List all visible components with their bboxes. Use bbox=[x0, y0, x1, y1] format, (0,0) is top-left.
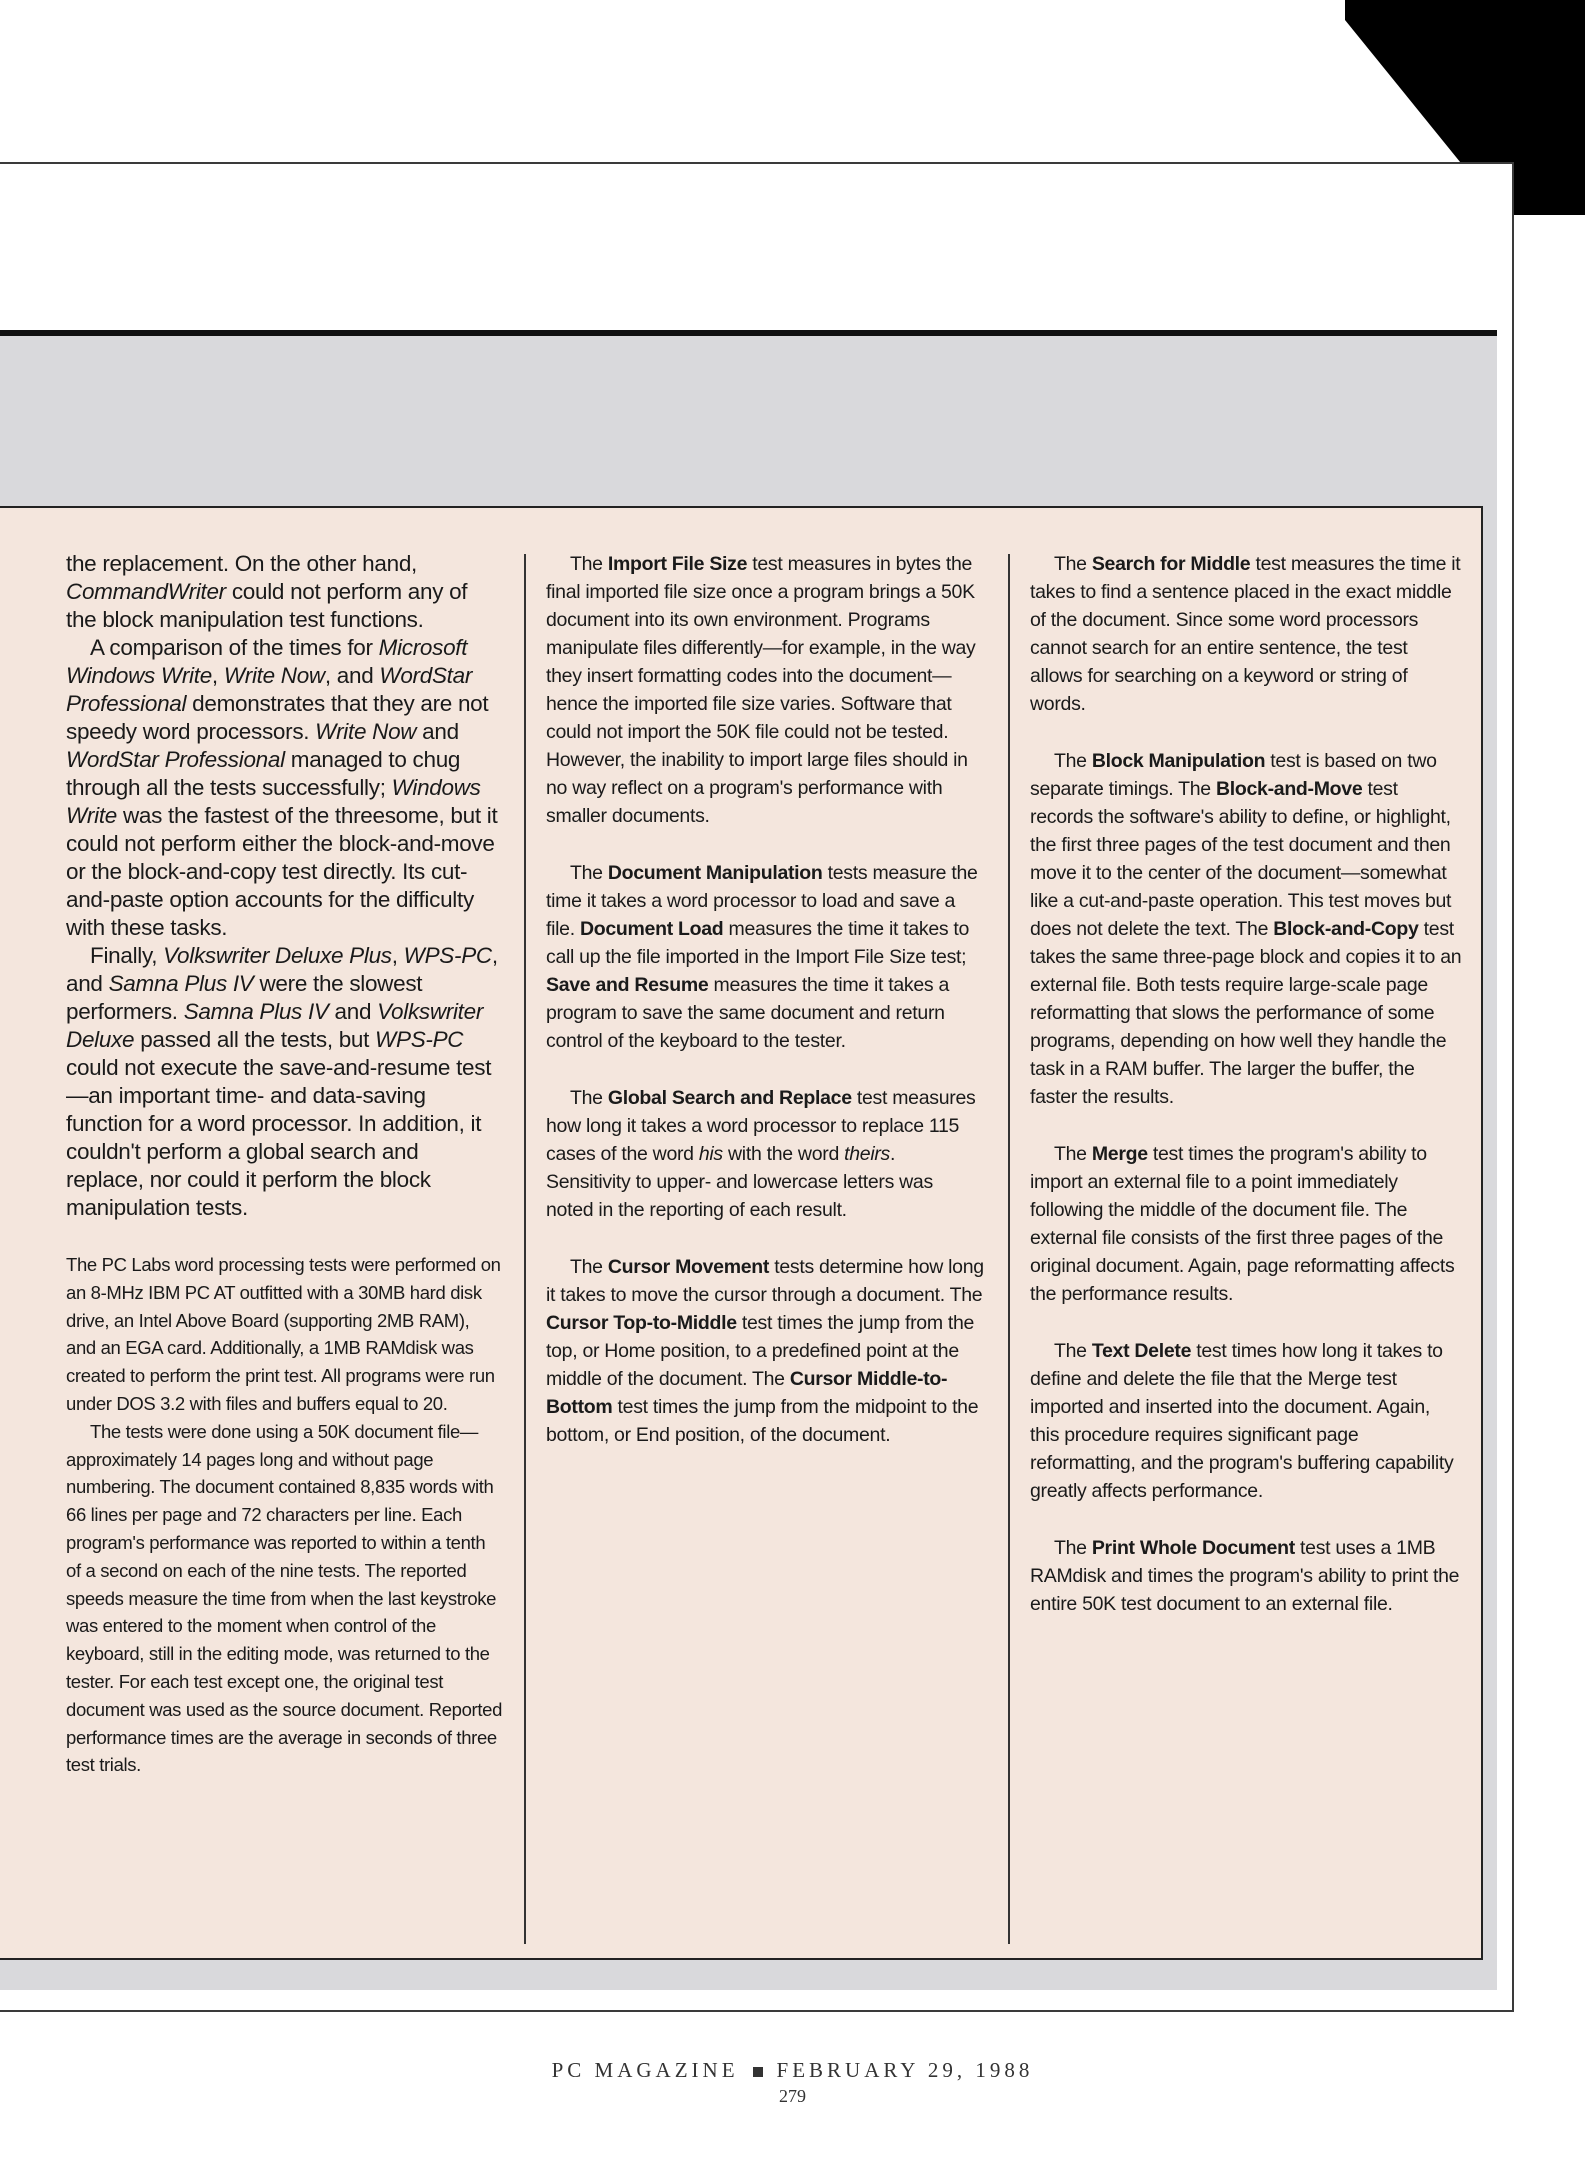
paragraph: The PC Labs word processing tests were performed on an 8-MHz IBM PC AT outfitted with a 30MB hard disk drive, an Intel Above Board (supporting 2MB RAM), and an EGA card. Additionally, a 1MB RAMdisk was created to perform the print test. All programs were run under DOS 3.2 with files and buffers equal to 20. bbox=[66, 1254, 501, 1414]
paragraph: Finally, Volkswriter Deluxe Plus, WPS-PC, and Samna Plus IV were the slowest performers. Samna Plus IV and Volkswriter Deluxe passed all the tests, but WPS-PC could not execute the save-and-resume test—an important time- and data-saving function for a word processor. In addition, it couldn't perform a global search and replace, nor could it perform the block manipulation tests. bbox=[66, 943, 498, 1220]
paragraph: the replacement. On the other hand, CommandWriter could not perform any of the block manipulation test functions. bbox=[66, 551, 468, 632]
article-box bbox=[0, 506, 1483, 1960]
test-description-text-delete: The Text Delete test times how long it takes to define and delete the file that the Merge test imported and inserted into the document. Again, this procedure requires significant page reformatting, and the program's buffering capability greatly affects performance. bbox=[1030, 1340, 1454, 1502]
test-description-search-for-middle: The Search for Middle test measures the time it takes to find a sentence placed in the exact middle of the document. Since some word processors cannot search for an entire sentence, the test allows for searching on a keyword or string of words. bbox=[1030, 553, 1461, 715]
test-description-global-search-replace: The Global Search and Replace test measures how long it takes a word processor to replace 115 cases of the word his with the word theirs. Sensitivity to upper- and lowercase letters was noted in the reporting of each result. bbox=[546, 1087, 976, 1221]
column-2 bbox=[546, 550, 984, 1449]
column-rule bbox=[524, 554, 526, 1944]
test-description-print-whole-document: The Print Whole Document test uses a 1MB RAMdisk and times the program's ability to print the entire 50K test document to an external file. bbox=[1030, 1537, 1460, 1615]
paragraph: A comparison of the times for Microsoft Windows Write, Write Now, and WordStar Professional demonstrates that they are not speedy word processors. Write Now and WordStar Professional managed to chug through all the tests successfully; Windows Write was the fastest of the threesome, but it could not perform either the block-and-move or the block-and-copy test directly. Its cut-and-paste option accounts for the difficulty with these tasks. bbox=[66, 635, 498, 940]
page-number: 279 bbox=[779, 2086, 806, 2106]
summary-text bbox=[66, 550, 502, 1222]
column-3 bbox=[1030, 550, 1462, 1618]
issue-date: FEBRUARY 29, 1988 bbox=[776, 2058, 1034, 2082]
page-footer bbox=[0, 2058, 1585, 2083]
magazine-name: PC MAGAZINE bbox=[551, 2058, 739, 2082]
test-description-document-manipulation: The Document Manipulation tests measure the time it takes a word processor to load and save a file. Document Load measures the time it takes to call up the file imported in the Import File Size test; Save and Resume measures the time it takes a program to save the same document and return control of the keyboard to the tester. bbox=[546, 862, 978, 1052]
paragraph: The tests were done using a 50K document file—approximately 14 pages long and without page numbering. The document contained 8,835 words with 66 lines per page and 72 characters per line. Each program's performance was reported to within a tenth of a second on each of the nine tests. The reported speeds measure the time from when the last keystroke was entered to the moment when control of the keyboard, still in the editing mode, was returned to the tester. For each test except one, the original test document was used as the source document. Reported performance times are the average in seconds of three test trials. bbox=[66, 1420, 503, 1776]
column-1 bbox=[66, 550, 502, 1779]
test-description-block-manipulation: The Block Manipulation test is based on two separate timings. The Block-and-Move test records the software's ability to define, or highlight, the first three pages of the test document and then move it to the center of the document—somewhat like a cut-and-paste operation. This test moves but does not delete the text. The Block-and-Copy test takes the same three-page block and copies it to an external file. Both tests require large-scale page reformatting that slows the performance of some programs, depending on how well they handle the task in a RAM buffer. The larger the buffer, the faster the results. bbox=[1030, 750, 1462, 1108]
methodology-text bbox=[66, 1251, 502, 1779]
test-description-import-file-size: The Import File Size test measures in bytes the final imported file size once a program brings a 50K document into its own environment. Programs manipulate files differently—for example, in the way they insert formatting codes into the document—hence the imported file size varies. Software that could not import the 50K file could not be tested. However, the inability to import large files should in no way reflect on a program's performance with smaller documents. bbox=[546, 553, 976, 827]
test-description-merge: The Merge test times the program's ability to import an external file to a point immediately following the middle of the document file. The external file consists of the first three pages of the original document. Again, page reformatting affects the performance results. bbox=[1030, 1143, 1455, 1305]
bullet-icon bbox=[753, 2067, 763, 2077]
test-description-cursor-movement: The Cursor Movement tests determine how long it takes to move the cursor through a document. The Cursor Top-to-Middle test times the jump from the top, or Home position, to a predefined point at the middle of the document. The Cursor Middle-to-Bottom test times the jump from the midpoint to the bottom, or End position, of the document. bbox=[546, 1256, 984, 1446]
column-rule bbox=[1008, 554, 1010, 1944]
